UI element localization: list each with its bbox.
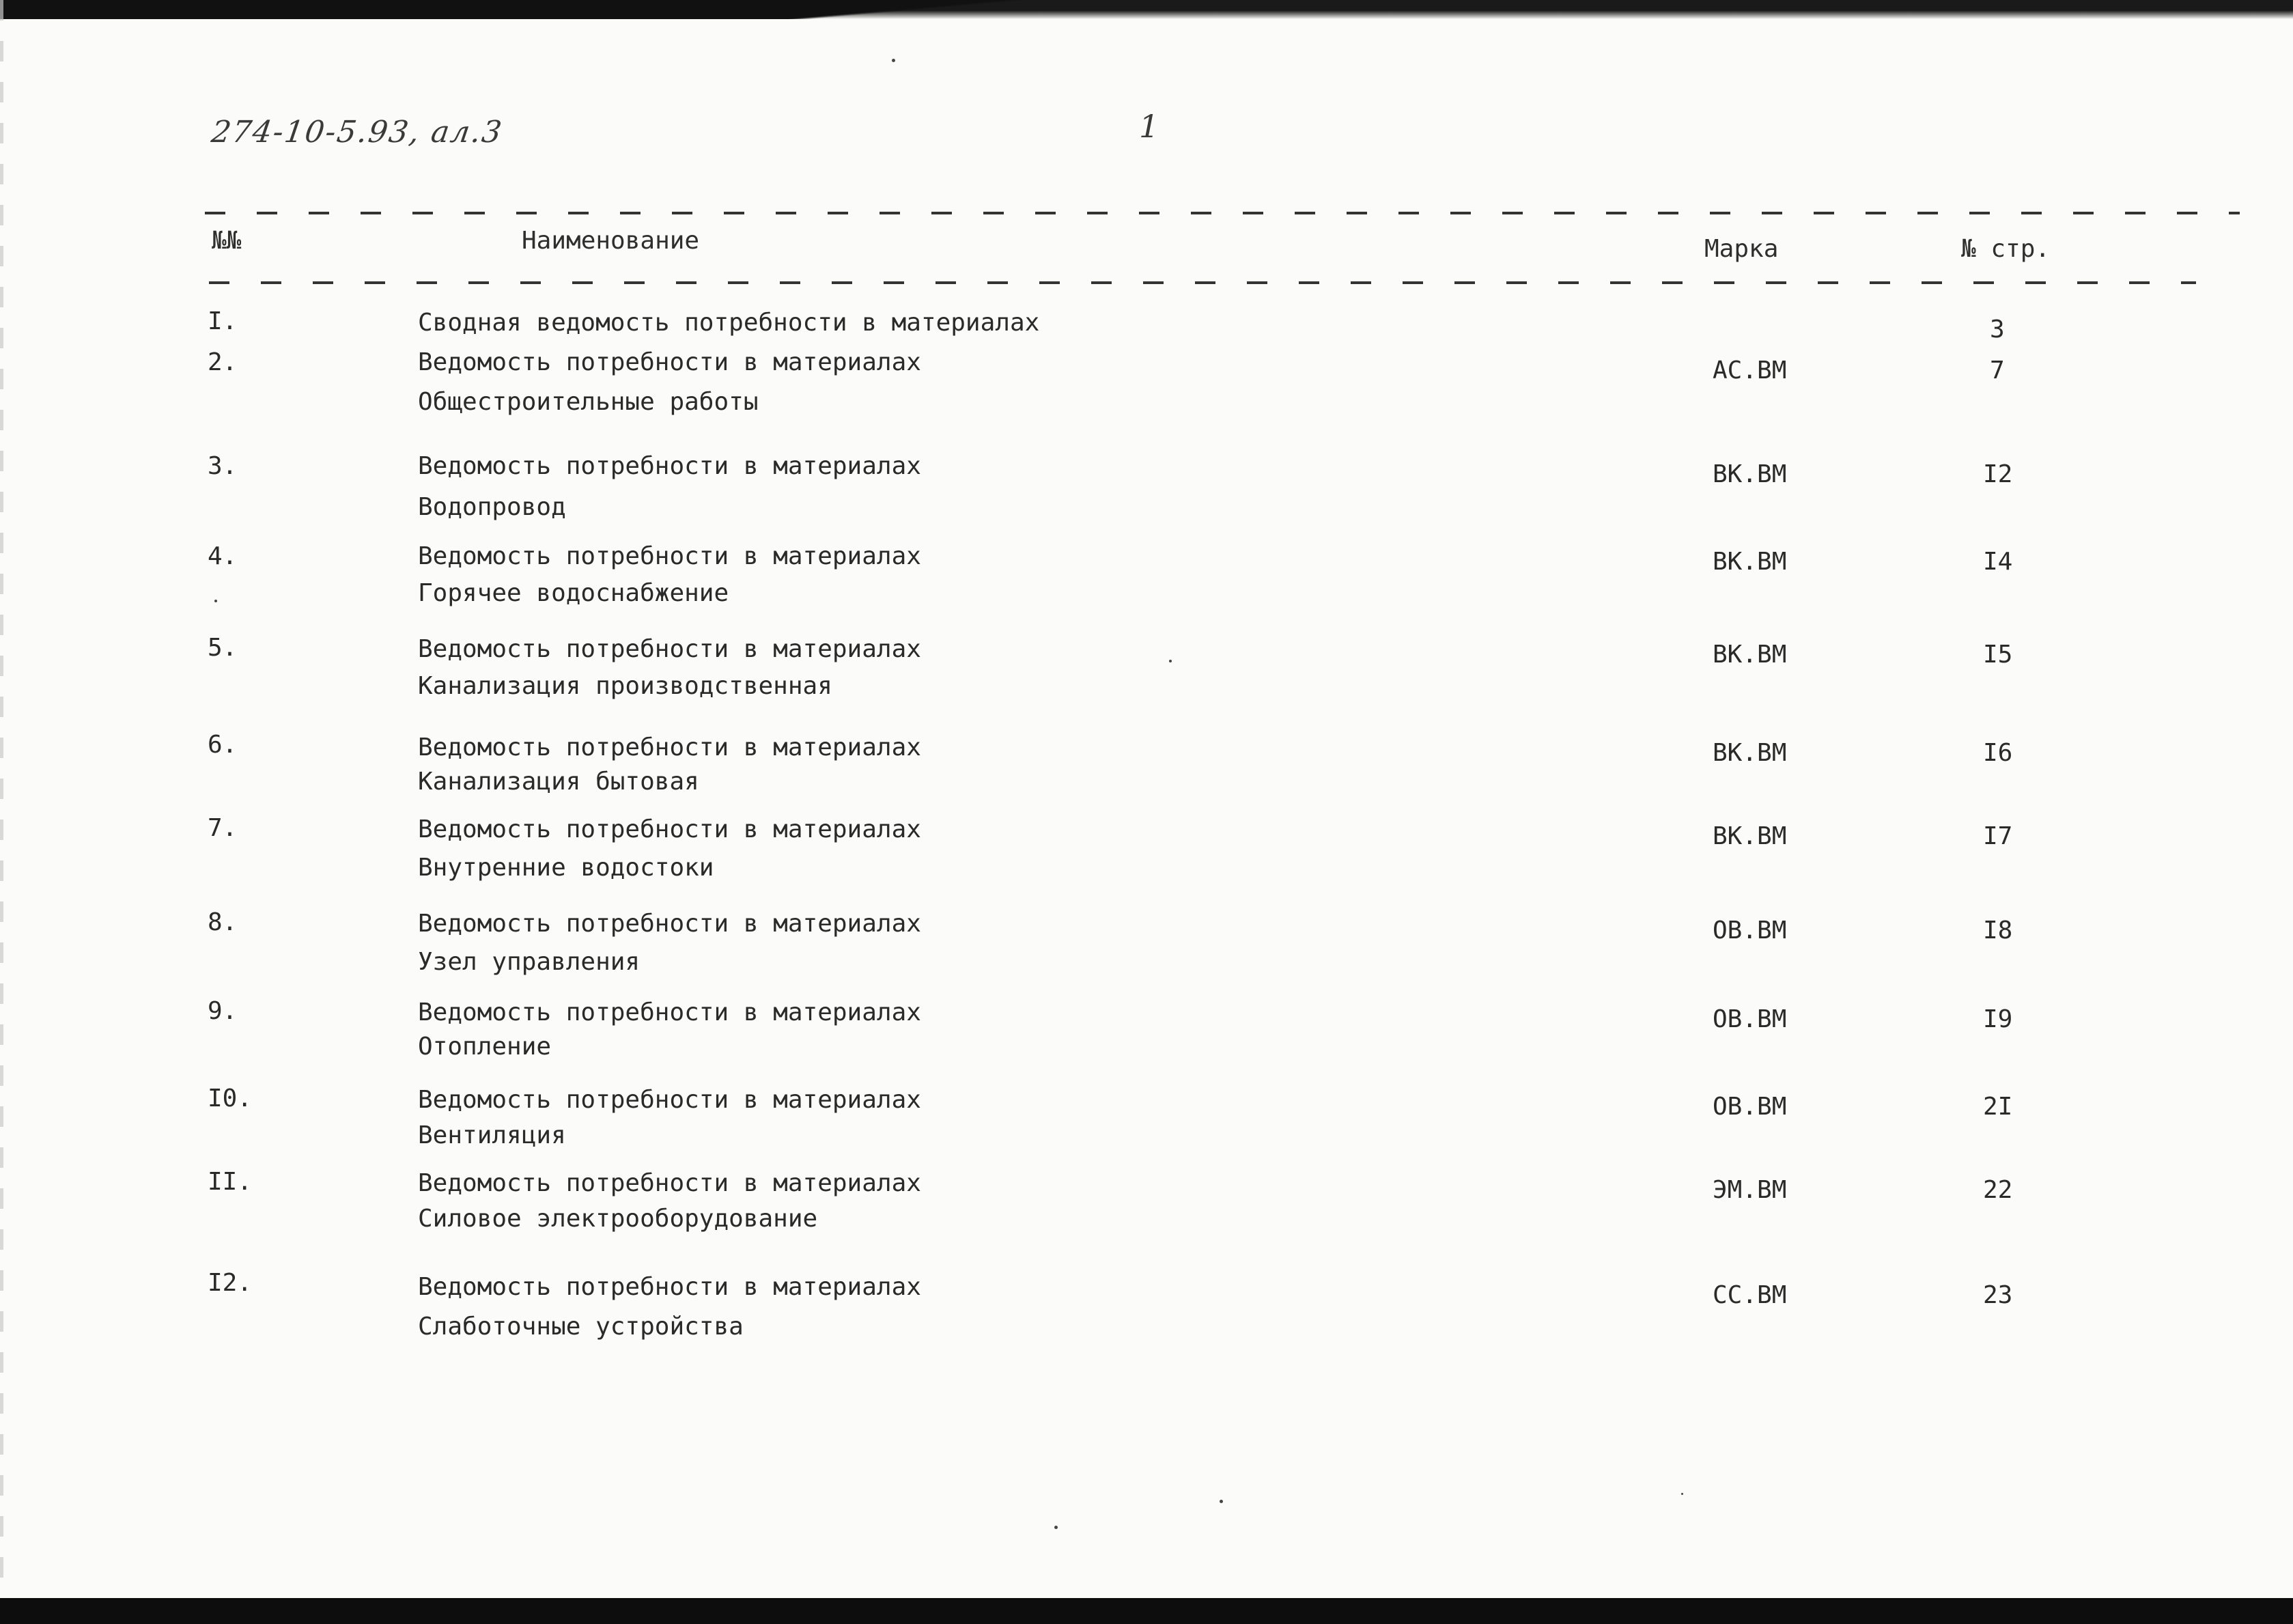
row-page: I5 [1983,641,2013,669]
row-title: Ведомость потребности в материалах [418,452,921,480]
row-number: 2. [208,348,238,376]
row-page: 3 [1990,316,2005,344]
column-header-mark: Марка [1704,235,1779,263]
scan-top-shadow [0,0,2293,19]
table-row [0,1263,2293,1345]
row-mark: ОВ.ВМ [1713,1093,1787,1121]
page-number: 1 [1139,108,1159,145]
row-mark: ВК.ВМ [1713,641,1787,669]
row-number: 5. [208,634,238,662]
row-number: II. [208,1168,253,1196]
row-number: 8. [208,908,238,936]
row-number: I. [208,307,238,335]
row-page: I4 [1983,548,2013,576]
header-top-rule [205,212,2240,214]
row-mark: ОВ.ВМ [1713,916,1787,944]
row-title: Ведомость потребности в материалах [418,1086,921,1114]
row-page: I9 [1983,1005,2013,1033]
table-row [0,628,2293,710]
table-row [0,343,2293,425]
row-page: I6 [1983,739,2013,767]
row-title: Ведомость потребности в материалах [418,348,921,376]
scan-speck [1681,1493,1683,1495]
scan-speck [892,59,895,62]
row-number: 9. [208,997,238,1025]
row-subtitle: Водопровод [418,493,566,521]
row-number: 3. [208,452,238,480]
row-mark: СС.ВМ [1713,1281,1787,1309]
row-title: Ведомость потребности в материалах [418,815,921,843]
row-number: 7. [208,814,238,842]
row-number: I0. [208,1084,253,1112]
row-title: Ведомость потребности в материалах [418,635,921,663]
table-row [0,1079,2293,1161]
row-number: 6. [208,731,238,759]
header-bottom-rule [209,281,2196,284]
row-subtitle: Внутренние водостоки [418,854,714,882]
column-header-number: №№ [212,227,242,255]
row-number: I2. [208,1269,253,1297]
row-mark: ВК.ВМ [1713,739,1787,767]
row-mark: ОВ.ВМ [1713,1005,1787,1033]
row-subtitle: Отопление [418,1033,552,1061]
row-subtitle: Общестроительные работы [418,388,759,416]
row-subtitle: Вентиляция [418,1121,566,1149]
table-row [0,992,2293,1074]
row-page: 23 [1983,1281,2013,1309]
document-code: 274-10-5.93, ал.3 [209,115,505,150]
row-title: Ведомость потребности в материалах [418,1273,921,1301]
row-mark: ЭМ.ВМ [1713,1176,1787,1204]
row-subtitle: Горячее водоснабжение [418,579,729,607]
row-page: 22 [1983,1176,2013,1204]
row-title: Ведомость потребности в материалах [418,910,921,938]
row-mark: АС.ВМ [1713,356,1787,384]
row-page: I8 [1983,916,2013,944]
row-title: Ведомость потребности в материалах [418,733,921,761]
row-subtitle: Канализация производственная [418,672,832,700]
row-mark: ВК.ВМ [1713,460,1787,488]
row-title: Ведомость потребности в материалах [418,1169,921,1197]
table-row [0,903,2293,985]
row-title: Ведомость потребности в материалах [418,998,921,1026]
table-row [0,725,2293,807]
row-subtitle: Узел управления [418,948,641,976]
table-row [0,447,2293,529]
table-row [0,1162,2293,1244]
scan-bottom-border [0,1598,2293,1624]
column-header-page: № стр. [1961,235,2051,263]
scan-speck [1220,1500,1223,1503]
row-page: I7 [1983,822,2013,850]
row-subtitle: Силовое электрооборудование [418,1205,818,1233]
row-title: Ведомость потребности в материалах [418,542,921,570]
row-page: 7 [1990,356,2005,384]
table-row [0,537,2293,619]
column-header-name: Наименование [522,227,700,255]
row-subtitle: Канализация бытовая [418,768,699,796]
row-page: 2I [1983,1093,2013,1121]
row-mark: ВК.ВМ [1713,548,1787,576]
row-title: Сводная ведомость потребности в материалах [418,309,1040,337]
row-subtitle: Слаботочные устройства [418,1313,744,1341]
row-mark: ВК.ВМ [1713,822,1787,850]
scan-speck [1054,1526,1058,1529]
table-row [0,809,2293,891]
row-number: 4. [208,542,238,570]
row-page: I2 [1983,460,2013,488]
